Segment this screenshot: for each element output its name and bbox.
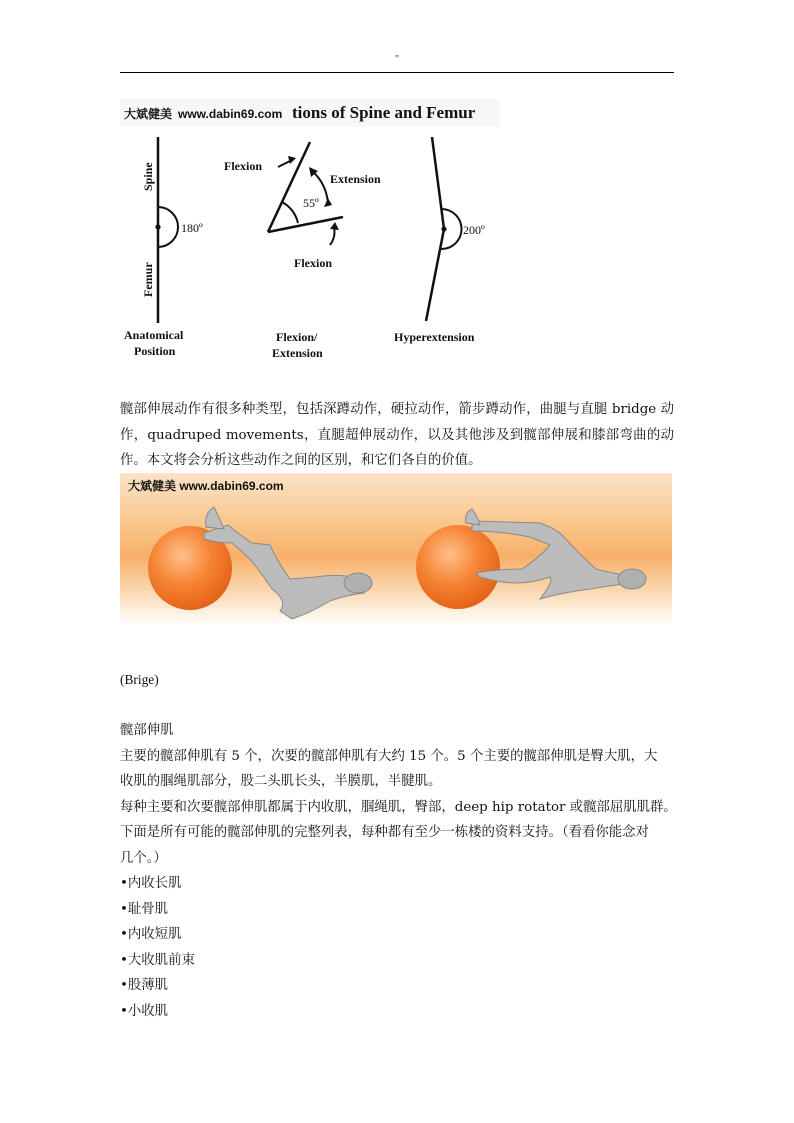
angle-180: 180º <box>181 221 203 235</box>
bullet-item: •小收肌 <box>120 1003 169 1019</box>
watermark-url: www.dabin69.com <box>178 107 283 121</box>
watermark-cn: 大斌健美 <box>124 107 173 121</box>
bullet-item: •耻骨肌 <box>120 901 169 917</box>
intro-paragraph: 髋部伸展动作有很多种类型，包括深蹲动作，硬拉动作，箭步蹲动作，曲腿与直腿 bridge 动作，quadruped movements，直腿超伸展动作，以及其他涉及到髋部伸展和膝部弯曲的动作。本文将会分析这些动作之间的区别，和它们各自的价值。 <box>120 402 674 468</box>
angle-200: 200º <box>463 223 485 237</box>
section-line-2: 收肌的腘绳肌部分，股二头肌长头，半膜肌，半腱肌。 <box>120 774 442 789</box>
section-line-4: 下面是所有可能的髋部伸肌的完整列表，每种都有至少一栋楼的资料支持。（看看你能念对 <box>120 825 649 840</box>
section-line-3: 每种主要和次要髋部伸肌都属于内收肌，腘绳肌，臀部，deep hip rotator 或髋部屈肌肌群。 <box>120 799 677 815</box>
right-person-head <box>618 569 646 589</box>
figure-caption: (Brige) <box>120 672 159 687</box>
caption-anatomical-1: Anatomical <box>124 328 184 342</box>
label-extension: Extension <box>330 172 381 186</box>
caption-hyper: Hyperextension <box>394 330 475 344</box>
bullet-item: •股薄肌 <box>120 978 169 993</box>
caption-flexion-1: Flexion/ <box>276 330 318 344</box>
figure2-watermark: 大斌健美 www.dabin69.com <box>128 479 284 493</box>
bullet-item: •内收长肌 <box>120 876 182 891</box>
figure1-title: tions of Spine and Femur <box>292 103 476 122</box>
label-femur: Femur <box>141 262 155 297</box>
section-line-1: 主要的髋部伸肌有 5 个，次要的髋部伸肌有大约 15 个。5 个主要的髋部伸肌是臀大肌，大 <box>120 748 658 764</box>
caption-anatomical-2: Position <box>134 344 176 358</box>
spine-femur-diagram <box>120 99 500 361</box>
header-rule <box>120 72 674 73</box>
anatomical-joint <box>155 224 160 229</box>
section-line-5: 几个。） <box>120 850 167 866</box>
bullet-item: •内收短肌 <box>120 927 182 942</box>
right-exercise-ball <box>416 525 500 609</box>
label-flexion-top: Flexion <box>224 159 262 173</box>
hyper-joint <box>441 226 446 231</box>
bridge-exercise-image <box>120 473 672 625</box>
header-mark: " <box>394 54 400 65</box>
label-spine: Spine <box>141 162 155 191</box>
section-heading: 髋部伸肌 <box>120 723 174 738</box>
caption-flexion-2: Extension <box>272 346 323 360</box>
bullet-item: •大收肌前束 <box>120 952 195 968</box>
extensors-section <box>120 718 677 1024</box>
angle-55: 55º <box>303 196 319 210</box>
label-flexion-bottom: Flexion <box>294 256 332 270</box>
left-person-head <box>344 573 372 593</box>
